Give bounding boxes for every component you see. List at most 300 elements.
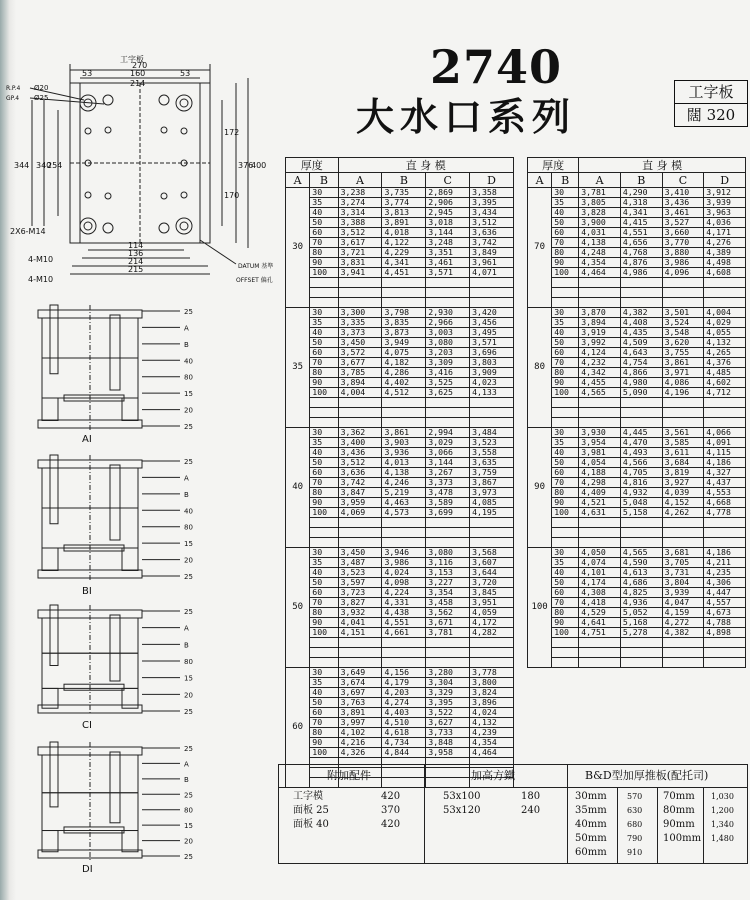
thickness-b: 60 [310, 708, 338, 718]
price-cell: 3,949 [382, 338, 426, 348]
price-cell: 4,050 [579, 548, 621, 558]
price-cell: 4,451 [382, 268, 426, 278]
price-cell: 3,354 [426, 588, 470, 598]
thickness-b: 90 [552, 618, 579, 628]
price-cell: 3,939 [704, 198, 746, 208]
price-cell: 3,523 [338, 568, 382, 578]
table-row [286, 288, 514, 298]
bd-price: 1,030 [711, 792, 734, 801]
price-cell: 3,512 [338, 458, 382, 468]
price-cell: 4,265 [704, 348, 746, 358]
thickness-b: 80 [552, 488, 579, 498]
table-row [286, 548, 514, 558]
price-cell: 4,133 [470, 388, 514, 398]
price-cell: 3,778 [470, 668, 514, 678]
plate-label: 工字板 [120, 55, 144, 64]
price-cell: 4,179 [382, 678, 426, 688]
table-row [528, 218, 746, 228]
price-cell: 2,994 [426, 428, 470, 438]
col-a: A [286, 173, 310, 188]
price-cell: 4,493 [620, 448, 662, 458]
price-cell: 3,636 [338, 468, 382, 478]
price-cell: 4,066 [704, 428, 746, 438]
thickness-b: 40 [310, 448, 338, 458]
price-cell: 3,410 [662, 188, 704, 198]
price-cell: 3,144 [426, 458, 470, 468]
thickness-b: 70 [310, 718, 338, 728]
spacer-size-1: 53x100 [443, 791, 481, 802]
price-cell: 4,031 [579, 228, 621, 238]
price-cell: 4,196 [662, 388, 704, 398]
accessory-name-1: 工字模 [293, 791, 323, 802]
price-cell: 4,512 [382, 388, 426, 398]
thickness-b: 50 [552, 578, 579, 588]
table-row [286, 388, 514, 398]
table-row [286, 678, 514, 688]
price-cell: 4,298 [579, 478, 621, 488]
thickness-a: 40 [286, 428, 310, 548]
thickness-b: 40 [552, 328, 579, 338]
table-row [286, 218, 514, 228]
thickness-a: 80 [528, 308, 552, 428]
thickness-b: 60 [310, 468, 338, 478]
price-cell: 5,219 [382, 488, 426, 498]
section-callout: 15 [184, 674, 193, 683]
price-cell: 4,447 [704, 588, 746, 598]
price-cell: 3,458 [426, 598, 470, 608]
price-cell: 3,819 [662, 468, 704, 478]
section-callout: 25 [184, 608, 193, 616]
price-cell: 3,450 [338, 548, 382, 558]
section-callout: 80 [184, 658, 193, 666]
price-cell: 4,876 [620, 258, 662, 268]
thickness-b: 35 [552, 438, 579, 448]
price-cell: 3,735 [382, 188, 426, 198]
table-row [286, 748, 514, 758]
price-cell: 3,959 [338, 498, 382, 508]
section-callout: 25 [184, 708, 193, 716]
label-gp4: GP.4 [6, 95, 20, 102]
dim-344: 344 [14, 161, 30, 170]
col-price-c: C [426, 173, 470, 188]
section-callout: B [184, 490, 189, 499]
thickness-b: 35 [552, 318, 579, 328]
price-cell: 4,132 [704, 338, 746, 348]
thickness-b: 70 [310, 598, 338, 608]
thickness-b: 70 [552, 598, 579, 608]
price-cell: 4,464 [579, 268, 621, 278]
section-callout: 40 [184, 507, 193, 516]
price-cell: 3,828 [579, 208, 621, 218]
price-cell: 3,961 [470, 258, 514, 268]
price-cell: 4,898 [704, 628, 746, 638]
price-cell: 3,635 [470, 458, 514, 468]
price-cell: 4,825 [620, 588, 662, 598]
price-cell: 4,086 [662, 378, 704, 388]
price-cell: 3,362 [338, 428, 382, 438]
price-cell: 4,229 [382, 248, 426, 258]
price-cell: 3,562 [426, 608, 470, 618]
table-row [528, 388, 746, 398]
price-cell: 3,456 [470, 318, 514, 328]
table-row [286, 498, 514, 508]
price-cell: 4,608 [704, 268, 746, 278]
thickness-b: 40 [552, 448, 579, 458]
table-row [286, 468, 514, 478]
table-row [286, 518, 514, 528]
price-cell: 3,870 [579, 308, 621, 318]
price-cell: 3,003 [426, 328, 470, 338]
section-callout: 25 [184, 458, 193, 466]
table-row [528, 538, 746, 548]
table-row [286, 648, 514, 658]
price-cell: 4,174 [579, 578, 621, 588]
price-cell: 5,052 [620, 608, 662, 618]
dim-400: 400 [251, 161, 267, 170]
table-row [286, 698, 514, 708]
price-cell: 3,400 [338, 438, 382, 448]
thickness-b: 80 [310, 728, 338, 738]
label-rp4: R.P.4 [6, 85, 21, 92]
price-cell: 3,733 [426, 728, 470, 738]
thickness-b: 30 [552, 548, 579, 558]
price-cell: 3,939 [662, 588, 704, 598]
thickness-b: 50 [552, 218, 579, 228]
price-cell: 4,246 [382, 478, 426, 488]
price-cell: 4,276 [704, 238, 746, 248]
table-row [528, 658, 746, 668]
price-cell: 3,742 [470, 238, 514, 248]
table-row [528, 548, 746, 558]
price-cell: 4,751 [579, 628, 621, 638]
mold-base-drawing [0, 0, 275, 900]
price-cell: 3,930 [579, 428, 621, 438]
table-row [528, 338, 746, 348]
price-cell: 4,124 [579, 348, 621, 358]
price-cell: 3,227 [426, 578, 470, 588]
price-cell: 4,041 [338, 618, 382, 628]
price-cell: 3,674 [338, 678, 382, 688]
price-cell: 4,551 [382, 618, 426, 628]
thickness-b: 35 [552, 198, 579, 208]
price-cell: 3,589 [426, 498, 470, 508]
price-cell: 4,216 [338, 738, 382, 748]
price-cell: 3,080 [426, 338, 470, 348]
table-row [528, 228, 746, 238]
dim-376: 376 [238, 161, 254, 170]
price-cell: 4,470 [620, 438, 662, 448]
thickness-b: 35 [310, 558, 338, 568]
col-price-a: A [338, 173, 382, 188]
price-cell: 4,075 [382, 348, 426, 358]
price-cell: 4,509 [620, 338, 662, 348]
price-cell: 3,951 [470, 598, 514, 608]
price-cell: 4,602 [704, 378, 746, 388]
thickness-b: 30 [310, 668, 338, 678]
table-row [286, 578, 514, 588]
thickness-b: 50 [310, 338, 338, 348]
price-cell: 4,138 [579, 238, 621, 248]
page-subtitle: 大水口系列 [356, 94, 577, 139]
spacer-price-1: 180 [521, 791, 541, 802]
dim-53-right: 53 [180, 69, 191, 78]
thickness-b: 70 [310, 238, 338, 248]
price-cell: 3,896 [470, 698, 514, 708]
price-cell: 4,023 [470, 378, 514, 388]
price-cell: 3,861 [382, 428, 426, 438]
price-cell: 4,408 [620, 318, 662, 328]
price-cell: 3,144 [426, 228, 470, 238]
section-callout: 25 [184, 745, 193, 753]
price-cell: 4,054 [579, 458, 621, 468]
price-cell: 3,936 [382, 448, 426, 458]
table-row [286, 708, 514, 718]
table-row [528, 368, 746, 378]
section-callout: A [184, 624, 189, 633]
table-row [528, 488, 746, 498]
price-cell: 4,024 [470, 708, 514, 718]
price-cell: 4,132 [470, 718, 514, 728]
price-cell: 3,660 [662, 228, 704, 238]
price-cell: 3,351 [426, 248, 470, 258]
bd-price: 680 [627, 820, 643, 829]
price-cell: 3,723 [338, 588, 382, 598]
price-cell: 3,848 [426, 738, 470, 748]
price-cell: 3,798 [382, 308, 426, 318]
table-row [528, 348, 746, 358]
price-cell: 3,267 [426, 468, 470, 478]
price-cell: 3,720 [470, 578, 514, 588]
price-cell: 3,607 [470, 558, 514, 568]
thickness-b: 70 [310, 358, 338, 368]
thickness-b: 70 [552, 238, 579, 248]
price-table-left [285, 157, 514, 788]
price-cell: 3,373 [426, 478, 470, 488]
table-row [286, 328, 514, 338]
dim-53-left: 53 [82, 69, 93, 78]
price-cell: 3,636 [470, 228, 514, 238]
price-cell: 3,525 [426, 378, 470, 388]
price-cell: 4,778 [704, 508, 746, 518]
price-cell: 3,671 [426, 618, 470, 628]
price-cell: 4,844 [382, 748, 426, 758]
price-cell: 3,759 [470, 468, 514, 478]
price-cell: 3,304 [426, 678, 470, 688]
price-cell: 4,866 [620, 368, 662, 378]
thickness-b: 50 [310, 698, 338, 708]
price-cell: 3,845 [470, 588, 514, 598]
thickness-b: 100 [552, 628, 579, 638]
price-cell: 3,774 [382, 198, 426, 208]
section-callout: 25 [184, 853, 193, 861]
table-row [286, 258, 514, 268]
price-cell: 4,438 [382, 608, 426, 618]
price-cell: 3,153 [426, 568, 470, 578]
price-cell: 4,418 [579, 598, 621, 608]
thickness-b: 80 [310, 488, 338, 498]
price-cell: 3,954 [579, 438, 621, 448]
price-cell: 3,572 [338, 348, 382, 358]
accessory-price-3: 420 [381, 819, 401, 830]
section-callout: 80 [184, 373, 193, 382]
price-cell: 3,561 [662, 428, 704, 438]
price-cell: 4,262 [662, 508, 704, 518]
price-cell: 4,004 [704, 308, 746, 318]
price-cell: 3,847 [338, 488, 382, 498]
table-row [286, 638, 514, 648]
thickness-b: 100 [552, 268, 579, 278]
bd-price: 570 [627, 792, 643, 801]
price-cell: 3,309 [426, 358, 470, 368]
price-cell: 4,656 [620, 238, 662, 248]
price-cell: 4,557 [704, 598, 746, 608]
price-cell: 4,437 [704, 478, 746, 488]
price-cell: 3,891 [382, 218, 426, 228]
table-row [286, 608, 514, 618]
thickness-b: 30 [552, 188, 579, 198]
badge-line-1: 工字板 [688, 83, 734, 101]
section-callout: A [184, 324, 189, 333]
table-row [286, 558, 514, 568]
price-cell: 4,211 [704, 558, 746, 568]
price-cell: 4,734 [382, 738, 426, 748]
thickness-b: 90 [310, 618, 338, 628]
thickness-b: 50 [310, 458, 338, 468]
price-cell: 3,912 [704, 188, 746, 198]
price-cell: 4,354 [470, 738, 514, 748]
table-row [286, 268, 514, 278]
price-cell: 3,927 [662, 478, 704, 488]
table-row [528, 408, 746, 418]
label-offset: OFFSET 偏孔 [236, 277, 273, 284]
price-cell: 3,248 [426, 238, 470, 248]
price-cell: 3,436 [662, 198, 704, 208]
section-callout: 15 [184, 390, 193, 399]
price-cell: 4,290 [620, 188, 662, 198]
table-row [528, 328, 746, 338]
table-row [528, 298, 746, 308]
thickness-b: 90 [310, 378, 338, 388]
price-cell: 4,029 [704, 318, 746, 328]
table-row [528, 248, 746, 258]
price-cell: 3,203 [426, 348, 470, 358]
price-cell: 3,524 [662, 318, 704, 328]
thickness-a: 90 [528, 428, 552, 548]
price-cell: 3,981 [579, 448, 621, 458]
thickness-b: 35 [310, 198, 338, 208]
price-cell: 3,705 [662, 558, 704, 568]
price-cell: 4,188 [579, 468, 621, 478]
table-row [528, 198, 746, 208]
price-cell: 4,235 [704, 568, 746, 578]
price-cell: 3,731 [662, 568, 704, 578]
price-cell: 4,341 [382, 258, 426, 268]
price-cell: 3,558 [470, 448, 514, 458]
section-callout: 15 [184, 822, 193, 831]
price-cell: 4,986 [620, 268, 662, 278]
price-cell: 3,919 [579, 328, 621, 338]
price-cell: 4,415 [620, 218, 662, 228]
table-row [286, 378, 514, 388]
price-cell: 3,420 [470, 308, 514, 318]
section-callout: 15 [184, 540, 193, 549]
dim-254: 254 [47, 161, 63, 170]
dim-215: 215 [128, 265, 144, 274]
price-cell: 3,684 [662, 458, 704, 468]
thickness-b: 35 [310, 438, 338, 448]
price-cell: 3,697 [338, 688, 382, 698]
price-cell: 4,618 [382, 728, 426, 738]
price-cell: 2,869 [426, 188, 470, 198]
price-cell: 3,548 [662, 328, 704, 338]
price-cell: 3,116 [426, 558, 470, 568]
price-cell: 3,803 [470, 358, 514, 368]
thickness-b: 35 [310, 318, 338, 328]
table-row [528, 618, 746, 628]
accessory-name-3: 面板 40 [293, 819, 329, 830]
price-cell: 3,873 [382, 328, 426, 338]
price-cell: 3,627 [426, 718, 470, 728]
col-price-c: C [662, 173, 704, 188]
table-row [286, 528, 514, 538]
price-cell: 4,376 [704, 358, 746, 368]
col-price-d: D [470, 173, 514, 188]
price-cell: 4,232 [579, 358, 621, 368]
thickness-b: 90 [310, 258, 338, 268]
price-cell: 3,329 [426, 688, 470, 698]
price-cell: 4,936 [620, 598, 662, 608]
table-row [286, 658, 514, 668]
table-row [528, 638, 746, 648]
price-cell: 4,521 [579, 498, 621, 508]
price-cell: 4,055 [704, 328, 746, 338]
price-cell: 2,966 [426, 318, 470, 328]
price-cell: 3,986 [382, 558, 426, 568]
price-cell: 4,331 [382, 598, 426, 608]
col-b: B [552, 173, 579, 188]
price-cell: 3,029 [426, 438, 470, 448]
price-cell: 4,382 [620, 308, 662, 318]
price-cell: 4,631 [579, 508, 621, 518]
table-row [528, 208, 746, 218]
price-cell: 4,239 [470, 728, 514, 738]
price-cell: 3,677 [338, 358, 382, 368]
table-row [528, 558, 746, 568]
price-cell: 3,894 [579, 318, 621, 328]
price-cell: 3,903 [382, 438, 426, 448]
price-cell: 4,059 [470, 608, 514, 618]
table-row [286, 318, 514, 328]
price-cell: 4,816 [620, 478, 662, 488]
price-cell: 3,314 [338, 208, 382, 218]
price-cell: 3,963 [704, 208, 746, 218]
price-cell: 3,625 [426, 388, 470, 398]
price-cell: 5,048 [620, 498, 662, 508]
thickness-b: 30 [552, 428, 579, 438]
price-cell: 4,565 [579, 388, 621, 398]
table-row [286, 208, 514, 218]
thickness-b: 100 [552, 388, 579, 398]
price-cell: 4,768 [620, 248, 662, 258]
price-cell: 3,280 [426, 668, 470, 678]
table-row [286, 668, 514, 678]
price-cell: 3,781 [426, 628, 470, 638]
price-cell: 3,699 [426, 508, 470, 518]
price-cell: 4,138 [382, 468, 426, 478]
price-cell: 3,620 [662, 338, 704, 348]
thickness-b: 35 [552, 558, 579, 568]
price-cell: 3,867 [470, 478, 514, 488]
